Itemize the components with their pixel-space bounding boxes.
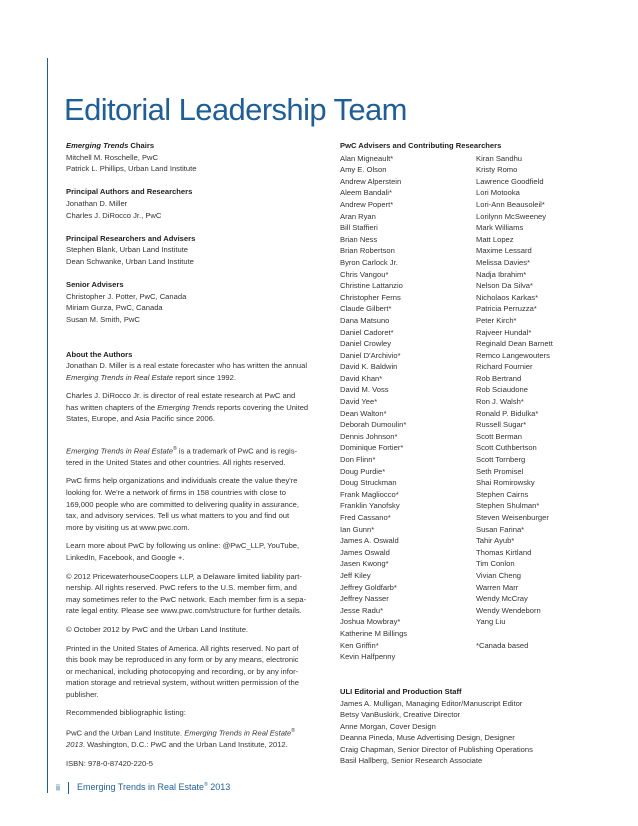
senior-advisers-heading: Senior Advisers <box>66 280 124 290</box>
researcher-name: Jeffrey Goldfarb* <box>340 582 397 592</box>
researcher-name: Scott Tornberg <box>476 455 526 465</box>
chair-name: Patrick L. Phillips, Urban Land Institute <box>66 164 197 174</box>
researcher-name: Patricia Perruzza* <box>476 304 537 314</box>
researcher-name: Stephen Blank, Urban Land Institute <box>66 245 189 255</box>
researcher-name: Rob Bertrand <box>476 373 522 383</box>
researcher-name: Don Flinn* <box>340 455 376 465</box>
researcher-name: Tahir Ayub* <box>476 536 515 546</box>
researcher-name: Nelson Da Silva* <box>476 281 533 291</box>
researcher-name: Andrew Popert* <box>340 199 394 209</box>
researcher-name: Kristy Romo <box>476 165 518 175</box>
author-name: Charles J. DiRocco Jr., PwC <box>66 210 162 220</box>
researcher-name: Wendy Wendeborn <box>476 605 541 615</box>
researcher-name: Ron J. Walsh* <box>476 397 524 407</box>
author-name: Jonathan D. Miller <box>66 198 128 208</box>
researcher-name: Scott Cuthbertson <box>476 443 537 453</box>
principal-authors-heading: Principal Authors and Researchers <box>66 187 193 197</box>
bibliographic-listing: PwC and the Urban Land Institute. Emerging Trends in Real Estate® 2013. Washington, D.C.: PwC and the Urban Land Institute, 2012. <box>66 728 295 750</box>
researcher-name: Doug Purdie* <box>340 466 386 476</box>
pwc-description: PwC firms help organizations and individuals create the value they're looking for. We're a network of firms in 158 countries with close to 169,000 people who are committed to delivering quality in assurance, tax, and advisory services. Tell us what matters to you and find out more by visiting us at www.pwc.com. <box>66 476 300 532</box>
researcher-name: Ronald P. Bidulka* <box>476 408 539 418</box>
chair-name: Mitchell M. Roschelle, PwC <box>66 152 158 162</box>
researcher-name: Kevin Halfpenny <box>340 652 396 662</box>
researcher-name: Maxime Lessard <box>476 246 532 256</box>
researcher-name: Ian Gunn* <box>340 524 375 534</box>
staff-name: Deanna Pineda, Muse Advertising Design, Designer <box>340 733 515 743</box>
staff-name: Anne Morgan, Cover Design <box>340 721 436 731</box>
researcher-name: Susan Farina* <box>476 524 525 534</box>
researcher-name: Dean Walton* <box>340 408 387 418</box>
researcher-name <box>476 628 608 640</box>
adviser-name: Miriam Gurza, PwC, Canada <box>66 303 163 313</box>
researcher-name: Russell Sugar* <box>476 420 527 430</box>
researcher-name: Melissa Davies* <box>476 257 531 267</box>
recommended-listing-label: Recommended bibliographic listing: <box>66 708 186 718</box>
about-dirocco: Charles J. DiRocco Jr. is director of real estate research at PwC and has written chapters of the Emerging Trends reports covering the United States, Europe, and Asia Pacific since 2006. <box>66 391 309 424</box>
october-copyright: © October 2012 by PwC and the Urban Land Institute. <box>66 624 249 634</box>
researcher-name: Dennis Johnson* <box>340 431 398 441</box>
researcher-name: Scott Berman <box>476 431 523 441</box>
researcher-name: James A. Oswald <box>340 536 399 546</box>
isbn: ISBN: 978-0-87420-220-5 <box>66 758 153 768</box>
page-title: Editorial Leadership Team <box>64 92 407 127</box>
footer-title: Emerging Trends in Real Estate® 2013 <box>77 782 231 793</box>
researcher-name: *Canada based <box>476 640 529 650</box>
page-number: ii <box>56 782 60 793</box>
researcher-name: Dominique Fortier* <box>340 443 404 453</box>
researcher-name: Jeffrey Nasser <box>340 594 389 604</box>
researcher-name: Wendy McCray <box>476 594 528 604</box>
researcher-name: Alan Migneault* <box>340 153 394 163</box>
researcher-name: Lorilynn McSweeney <box>476 211 547 221</box>
researcher-name: Brian Ness <box>340 234 378 244</box>
researcher-name: Joshua Mowbray* <box>340 617 401 627</box>
researcher-name: Vivian Cheng <box>476 570 522 580</box>
researcher-name: Byron Carlock Jr. <box>340 257 398 267</box>
researcher-name: David Khan* <box>340 373 383 383</box>
researcher-name: Daniel Cadoret* <box>340 327 394 337</box>
researcher-name: Thomas Kirtland <box>476 547 532 557</box>
researcher-name: Lori Motooka <box>476 188 520 198</box>
chairs-heading: Emerging Trends Chairs <box>66 141 155 150</box>
researcher-name: Deborah Dumoulin* <box>340 420 407 430</box>
researcher-name: Aran Ryan <box>340 211 376 221</box>
trademark-notice: Emerging Trends in Real Estate® is a trademark of PwC and is regis- tered in the United States and other countries. All rights reserved. <box>66 445 298 467</box>
adviser-name: Susan M. Smith, PwC <box>66 314 140 324</box>
researcher-name: Stephen Shulman* <box>476 501 540 511</box>
researcher-name: Lori-Ann Beausoleil* <box>476 199 545 209</box>
researcher-name: Claude Gilbert* <box>340 304 392 314</box>
researcher-name: Nicholaos Karkas* <box>476 292 539 302</box>
researcher-name: Fred Cassano* <box>340 513 391 522</box>
researcher-name: David M. Voss <box>340 385 389 395</box>
researcher-name: Dean Schwanke, Urban Land Institute <box>66 256 194 266</box>
researcher-name: Richard Fournier <box>476 362 533 372</box>
researcher-name: Brian Robertson <box>340 246 395 256</box>
researcher-name: Daniel D'Archivio* <box>340 350 401 360</box>
researcher-name: David Yee* <box>340 397 378 407</box>
staff-name: James A. Mulligan, Managing Editor/Manuscript Editor <box>340 698 523 708</box>
researcher-name: James Oswald <box>340 547 390 557</box>
researcher-name: Christine Lattanzio <box>340 281 403 291</box>
about-miller: Jonathan D. Miller is a real estate forecaster who has written the annual Emerging Trends in Real Estate report since 1992. <box>66 361 308 382</box>
adviser-name: Christopher J. Potter, PwC, Canada <box>66 291 187 301</box>
footer-divider <box>68 782 69 794</box>
researcher-name: Yang Liu <box>476 617 506 627</box>
researcher-name: Doug Struckman <box>340 478 397 488</box>
left-column <box>66 140 328 776</box>
researcher-name: Seth Promisel <box>476 466 524 476</box>
researcher-name: Lawrence Goodfield <box>476 176 544 186</box>
printed-notice: Printed in the United States of America. All rights reserved. No part of this book may be reproduced in any form or by any means, electronic or mechanical, including photocopying and recording, or by any infor- mation storage and retrieval system, without written permission of the publisher. <box>66 643 299 699</box>
researcher-name: Daniel Crowley <box>340 339 392 349</box>
researcher-name: Mark Williams <box>476 223 524 233</box>
researcher-name: Andrew Alperstein <box>340 176 402 186</box>
pwc-advisers-heading: PwC Advisers and Contributing Researchers <box>340 141 502 150</box>
researcher-name: Matt Lopez <box>476 234 514 244</box>
researcher-name: Katherine M Billings <box>340 628 408 638</box>
copyright-notice: © 2012 PricewaterhouseCoopers LLP, a Delaware limited liability part- nership. All rights reserved. PwC refers to the U.S. member firm, and may sometimes refer to the PwC network. Each member firm is a sepa- rate legal entity. Please see www.pwc.com/structure for further details. <box>66 571 307 616</box>
principal-researchers-heading: Principal Researchers and Advisers <box>66 233 196 243</box>
right-column <box>340 140 608 767</box>
researcher-name: Steven Weisenburger <box>476 513 549 522</box>
researcher-name: Rajveer Hundal* <box>476 327 532 337</box>
researcher-name: Amy E. Olson <box>340 165 387 175</box>
staff-name: Basil Hallberg, Senior Research Associate <box>340 756 483 766</box>
researcher-name <box>476 651 608 663</box>
researcher-name: Frank Magliocco* <box>340 489 399 499</box>
staff-name: Craig Chapman, Senior Director of Publishing Operations <box>340 744 533 754</box>
researcher-name: Ken Griffin* <box>340 640 379 650</box>
researcher-name: Remco Langewouters <box>476 350 550 360</box>
researcher-name: David K. Baldwin <box>340 362 398 372</box>
researcher-name: Christopher Ferns <box>340 292 401 302</box>
researcher-name: Rob Sciaudone <box>476 385 528 395</box>
researcher-name: Franklin Yanofsky <box>340 501 400 511</box>
researcher-name: Dana Matsuno <box>340 315 390 325</box>
page-footer <box>56 782 230 794</box>
researcher-name: Kiran Sandhu <box>476 153 523 163</box>
researcher-name: Peter Kirch* <box>476 315 517 325</box>
researcher-name: Warren Marr <box>476 582 519 592</box>
social-links-text: Learn more about PwC by following us online: @PwC_LLP, YouTube, LinkedIn, Facebook, and Google +. <box>66 541 300 562</box>
researcher-name: Aleem Bandali* <box>340 188 392 198</box>
researcher-name: Shai Romirowsky <box>476 478 535 488</box>
researcher-name: Reginald Dean Barnett <box>476 339 553 349</box>
about-heading: About the Authors <box>66 349 133 359</box>
researcher-name: Chris Vangou* <box>340 269 389 279</box>
uli-staff-heading: ULI Editorial and Production Staff <box>340 686 462 696</box>
researcher-name: Nadja Ibrahim* <box>476 269 527 279</box>
researcher-name: Jesse Radu* <box>340 605 384 615</box>
researcher-name: Stephen Cairns <box>476 489 529 499</box>
staff-name: Betsy VanBuskirk, Creative Director <box>340 710 461 720</box>
margin-rule <box>47 58 48 793</box>
researcher-name: Jeff Kiley <box>340 570 371 580</box>
researcher-list <box>340 153 608 663</box>
researcher-name: Bill Staffieri <box>340 223 378 233</box>
researcher-name: Tim Conlon <box>476 559 515 569</box>
researcher-name: Jasen Kwong* <box>340 559 389 569</box>
